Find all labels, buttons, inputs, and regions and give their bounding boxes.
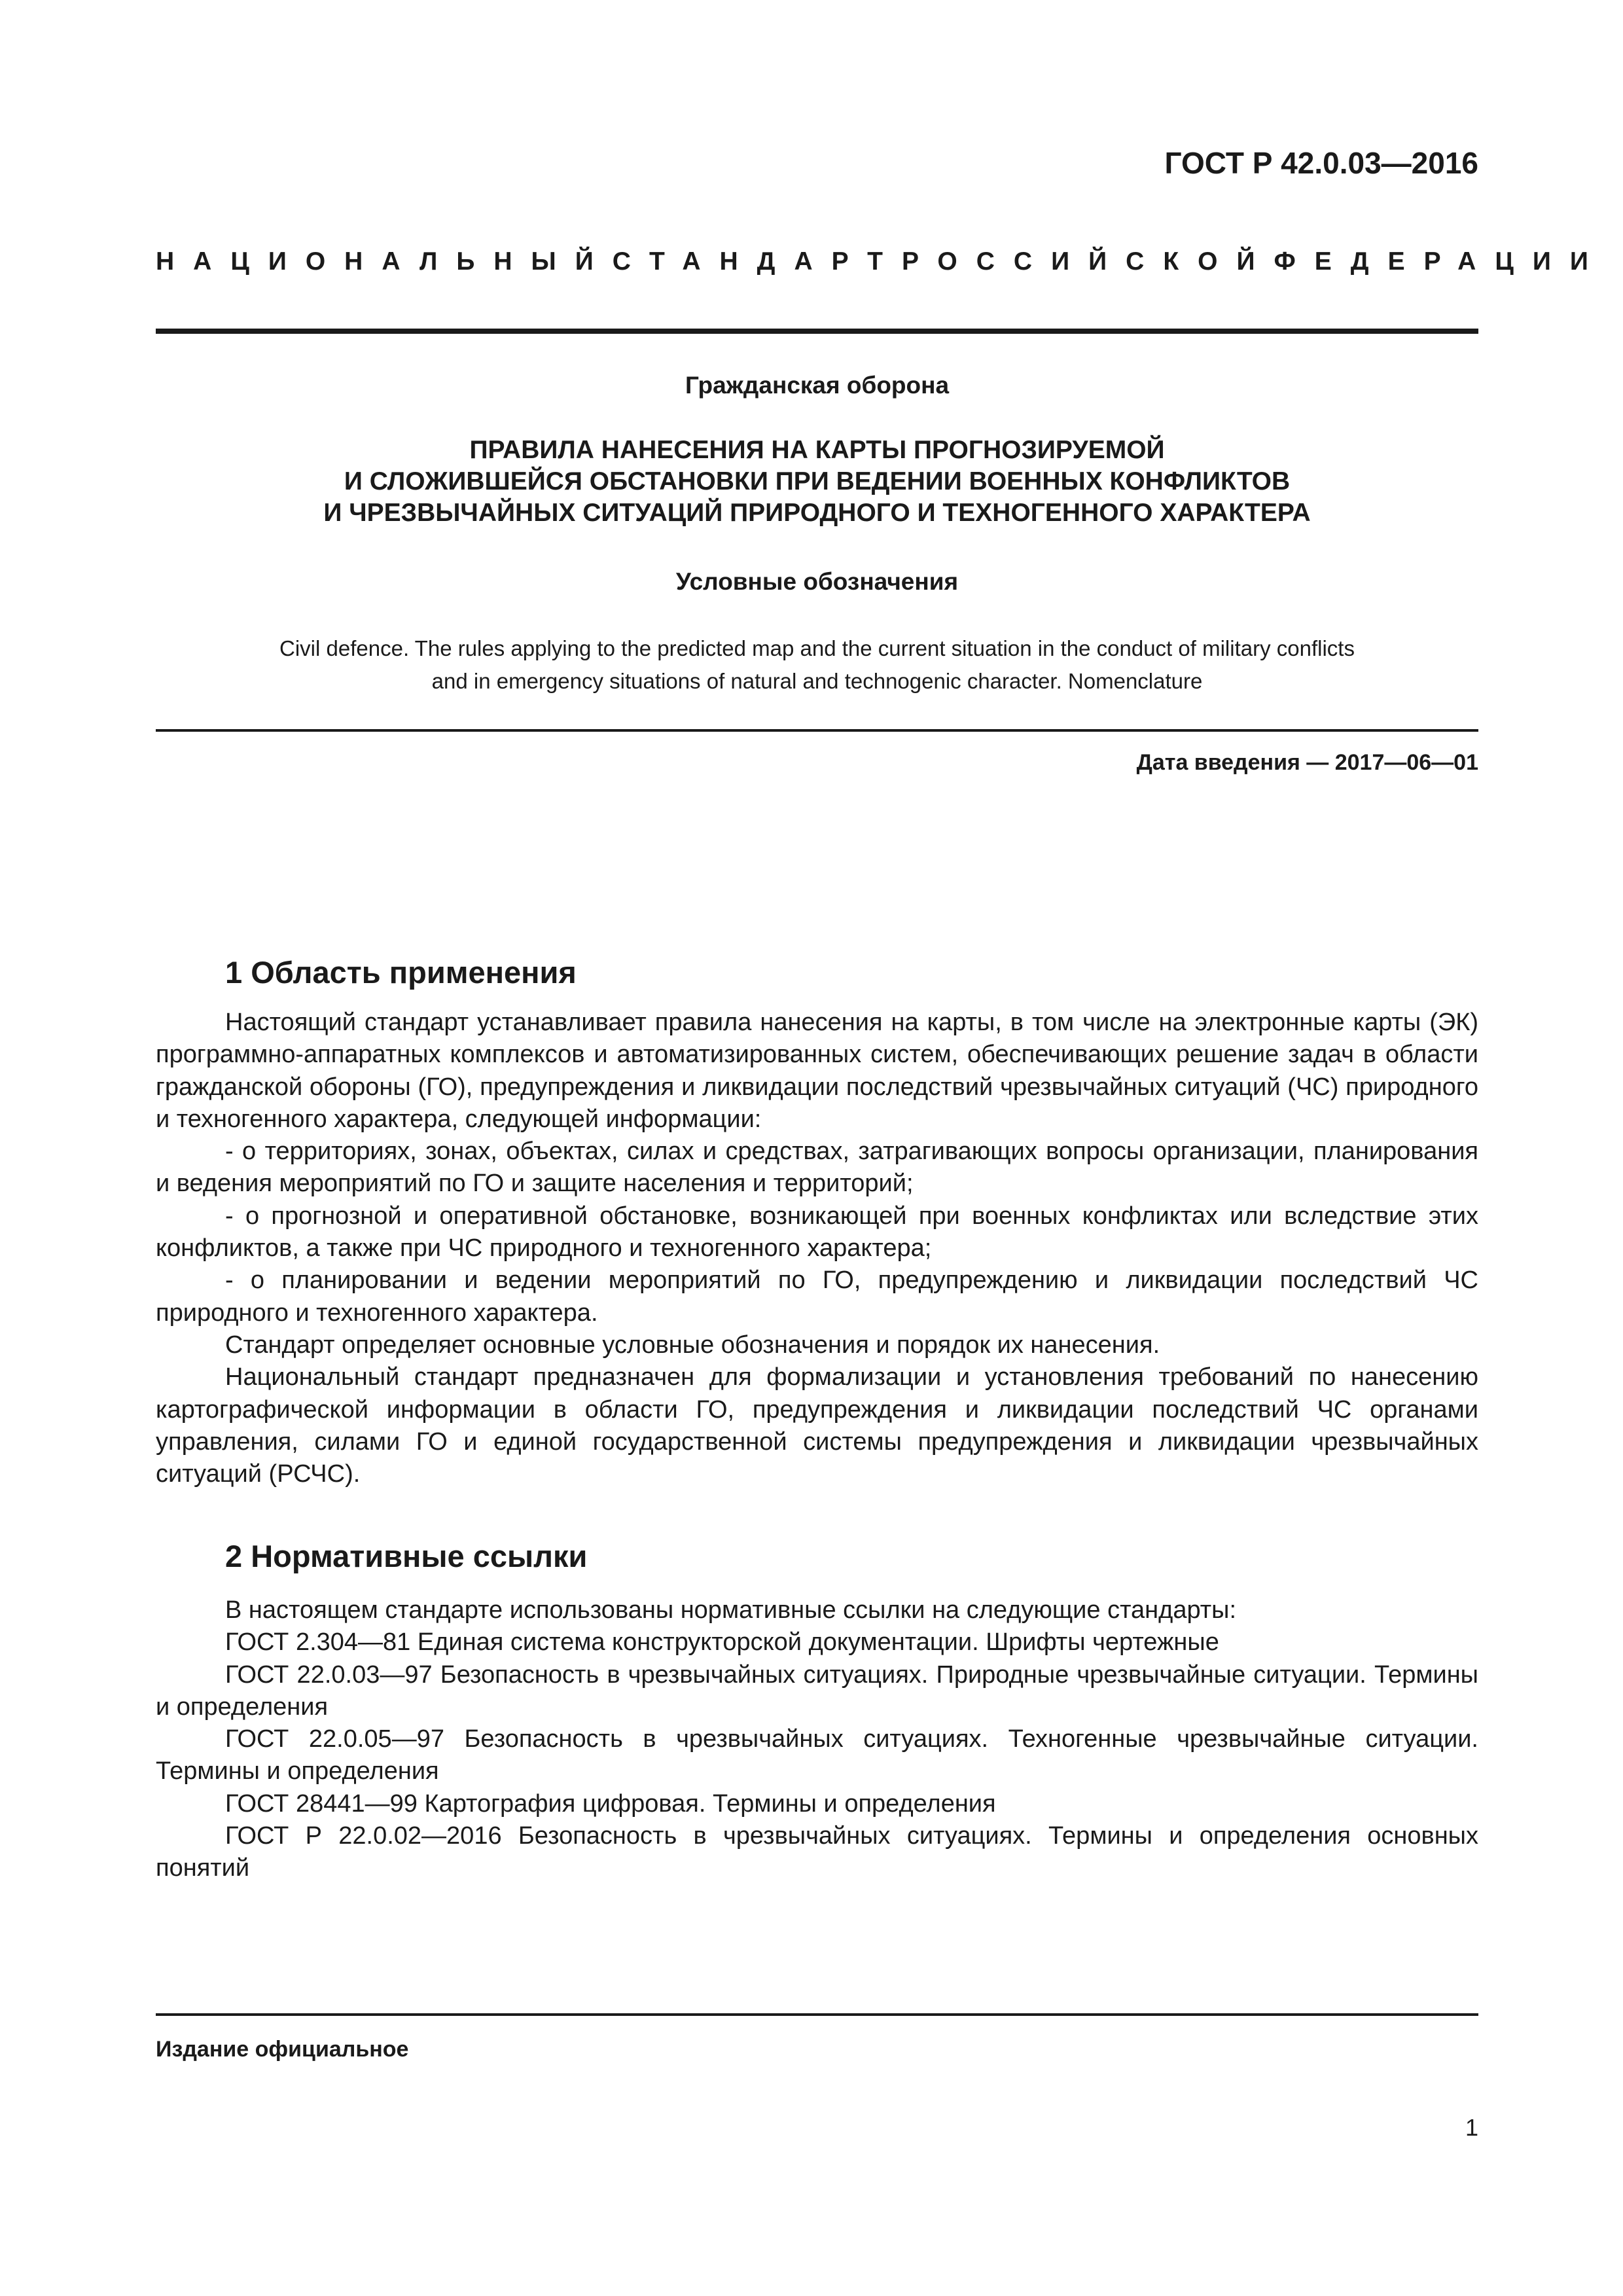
footer-divider bbox=[156, 2013, 1478, 2016]
banner-word-spaced: РОССИЙСКОЙ bbox=[901, 247, 1274, 276]
paragraph: Настоящий стандарт устанавливает правила нанесения на карты, в том числе на электронные карты (ЭК) программно-аппаратных комплексов и автоматизированных систем, обеспечивающих решение задач в области гражданской обороны (ГО), предупреждения и ликвидации последствий чрезвычайных ситуаций (ЧС) природного и техногенного характера, следующей информации: bbox=[156, 1009, 1478, 1133]
standard-number: ГОСТ Р 42.0.03—2016 bbox=[1164, 146, 1478, 180]
header-divider bbox=[156, 329, 1478, 334]
banner-word-spaced: СТАНДАРТ bbox=[612, 247, 902, 276]
section-1-heading: 1 Область применения bbox=[225, 955, 577, 990]
banner-word-spaced: НАЦИОНАЛЬНЫЙ bbox=[156, 247, 613, 276]
list-item: - о планировании и ведении мероприятий по ГО, предупреждению и ликвидации последствий ЧС природного и техногенного характера. bbox=[156, 1266, 1478, 1327]
title-divider bbox=[156, 729, 1478, 732]
reference-item: ГОСТ 28441—99 Картография цифровая. Термины и определения bbox=[225, 1789, 996, 1818]
english-title-line: Civil defence. The rules applying to the predicted map and the current situation in the conduct of military conflicts bbox=[279, 636, 1355, 660]
section-2-heading: 2 Нормативные ссылки bbox=[225, 1539, 588, 1573]
section-1-body bbox=[156, 1007, 1478, 1490]
official-edition-label: Издание официальное bbox=[156, 2037, 409, 2062]
title-line: ПРАВИЛА НАНЕСЕНИЯ НА КАРТЫ ПРОГНОЗИРУЕМОЙ bbox=[469, 436, 1165, 464]
english-title-line: and in emergency situations of natural and technogenic character. Nomenclature bbox=[431, 669, 1203, 693]
section-2-body bbox=[156, 1594, 1478, 1885]
effective-date: Дата введения — 2017—06—01 bbox=[1136, 750, 1478, 775]
list-item: - о территориях, зонах, объектах, силах и средствах, затрагивающих вопросы организации, планирования и ведения мероприятий по ГО и защите населения и территорий; bbox=[156, 1138, 1478, 1198]
reference-item: ГОСТ Р 22.0.02—2016 Безопасность в чрезвычайных ситуациях. Термины и определения основных понятий bbox=[156, 1822, 1478, 1882]
paragraph: В настоящем стандарте использованы нормативные ссылки на следующие стандарты: bbox=[225, 1596, 1237, 1624]
title-line: И СЛОЖИВШЕЙСЯ ОБСТАНОВКИ ПРИ ВЕДЕНИИ ВОЕННЫХ КОНФЛИКТОВ bbox=[344, 467, 1291, 495]
reference-item: ГОСТ 2.304—81 Единая система конструкторской документации. Шрифты чертежные bbox=[225, 1628, 1219, 1657]
banner-word-spaced: ФЕДЕРАЦИИ bbox=[1274, 247, 1607, 276]
page-number: 1 bbox=[1465, 2114, 1478, 2141]
subject-area: Гражданская оборона bbox=[685, 372, 950, 399]
paragraph: Стандарт определяет основные условные обозначения и порядок их нанесения. bbox=[225, 1331, 1160, 1359]
paragraph: Национальный стандарт предназначен для формализации и установления требований по нанесению картографической информации в области ГО, предупреждения и ликвидации последствий ЧС органами управления, силами ГО и единой государственной системы предупреждения и ликвидации чрезвычайных ситуаций (РСЧС). bbox=[156, 1363, 1478, 1488]
document-title bbox=[156, 435, 1478, 529]
reference-item: ГОСТ 22.0.05—97 Безопасность в чрезвычайных ситуациях. Техногенные чрезвычайные ситуации. Термины и определения bbox=[156, 1725, 1478, 1785]
reference-item: ГОСТ 22.0.03—97 Безопасность в чрезвычайных ситуациях. Природные чрезвычайные ситуации. Термины и определения bbox=[156, 1660, 1478, 1721]
document-subtitle: Условные обозначения bbox=[675, 568, 959, 595]
list-item: - о прогнозной и оперативной обстановке, возникающей при военных конфликтах или вследствие этих конфликтов, а также при ЧС природного и техногенного характера; bbox=[156, 1202, 1478, 1263]
english-title bbox=[156, 632, 1478, 698]
national-standard-banner bbox=[156, 247, 1607, 276]
title-line: И ЧРЕЗВЫЧАЙНЫХ СИТУАЦИЙ ПРИРОДНОГО И ТЕХНОГЕННОГО ХАРАКТЕРА bbox=[323, 499, 1311, 527]
